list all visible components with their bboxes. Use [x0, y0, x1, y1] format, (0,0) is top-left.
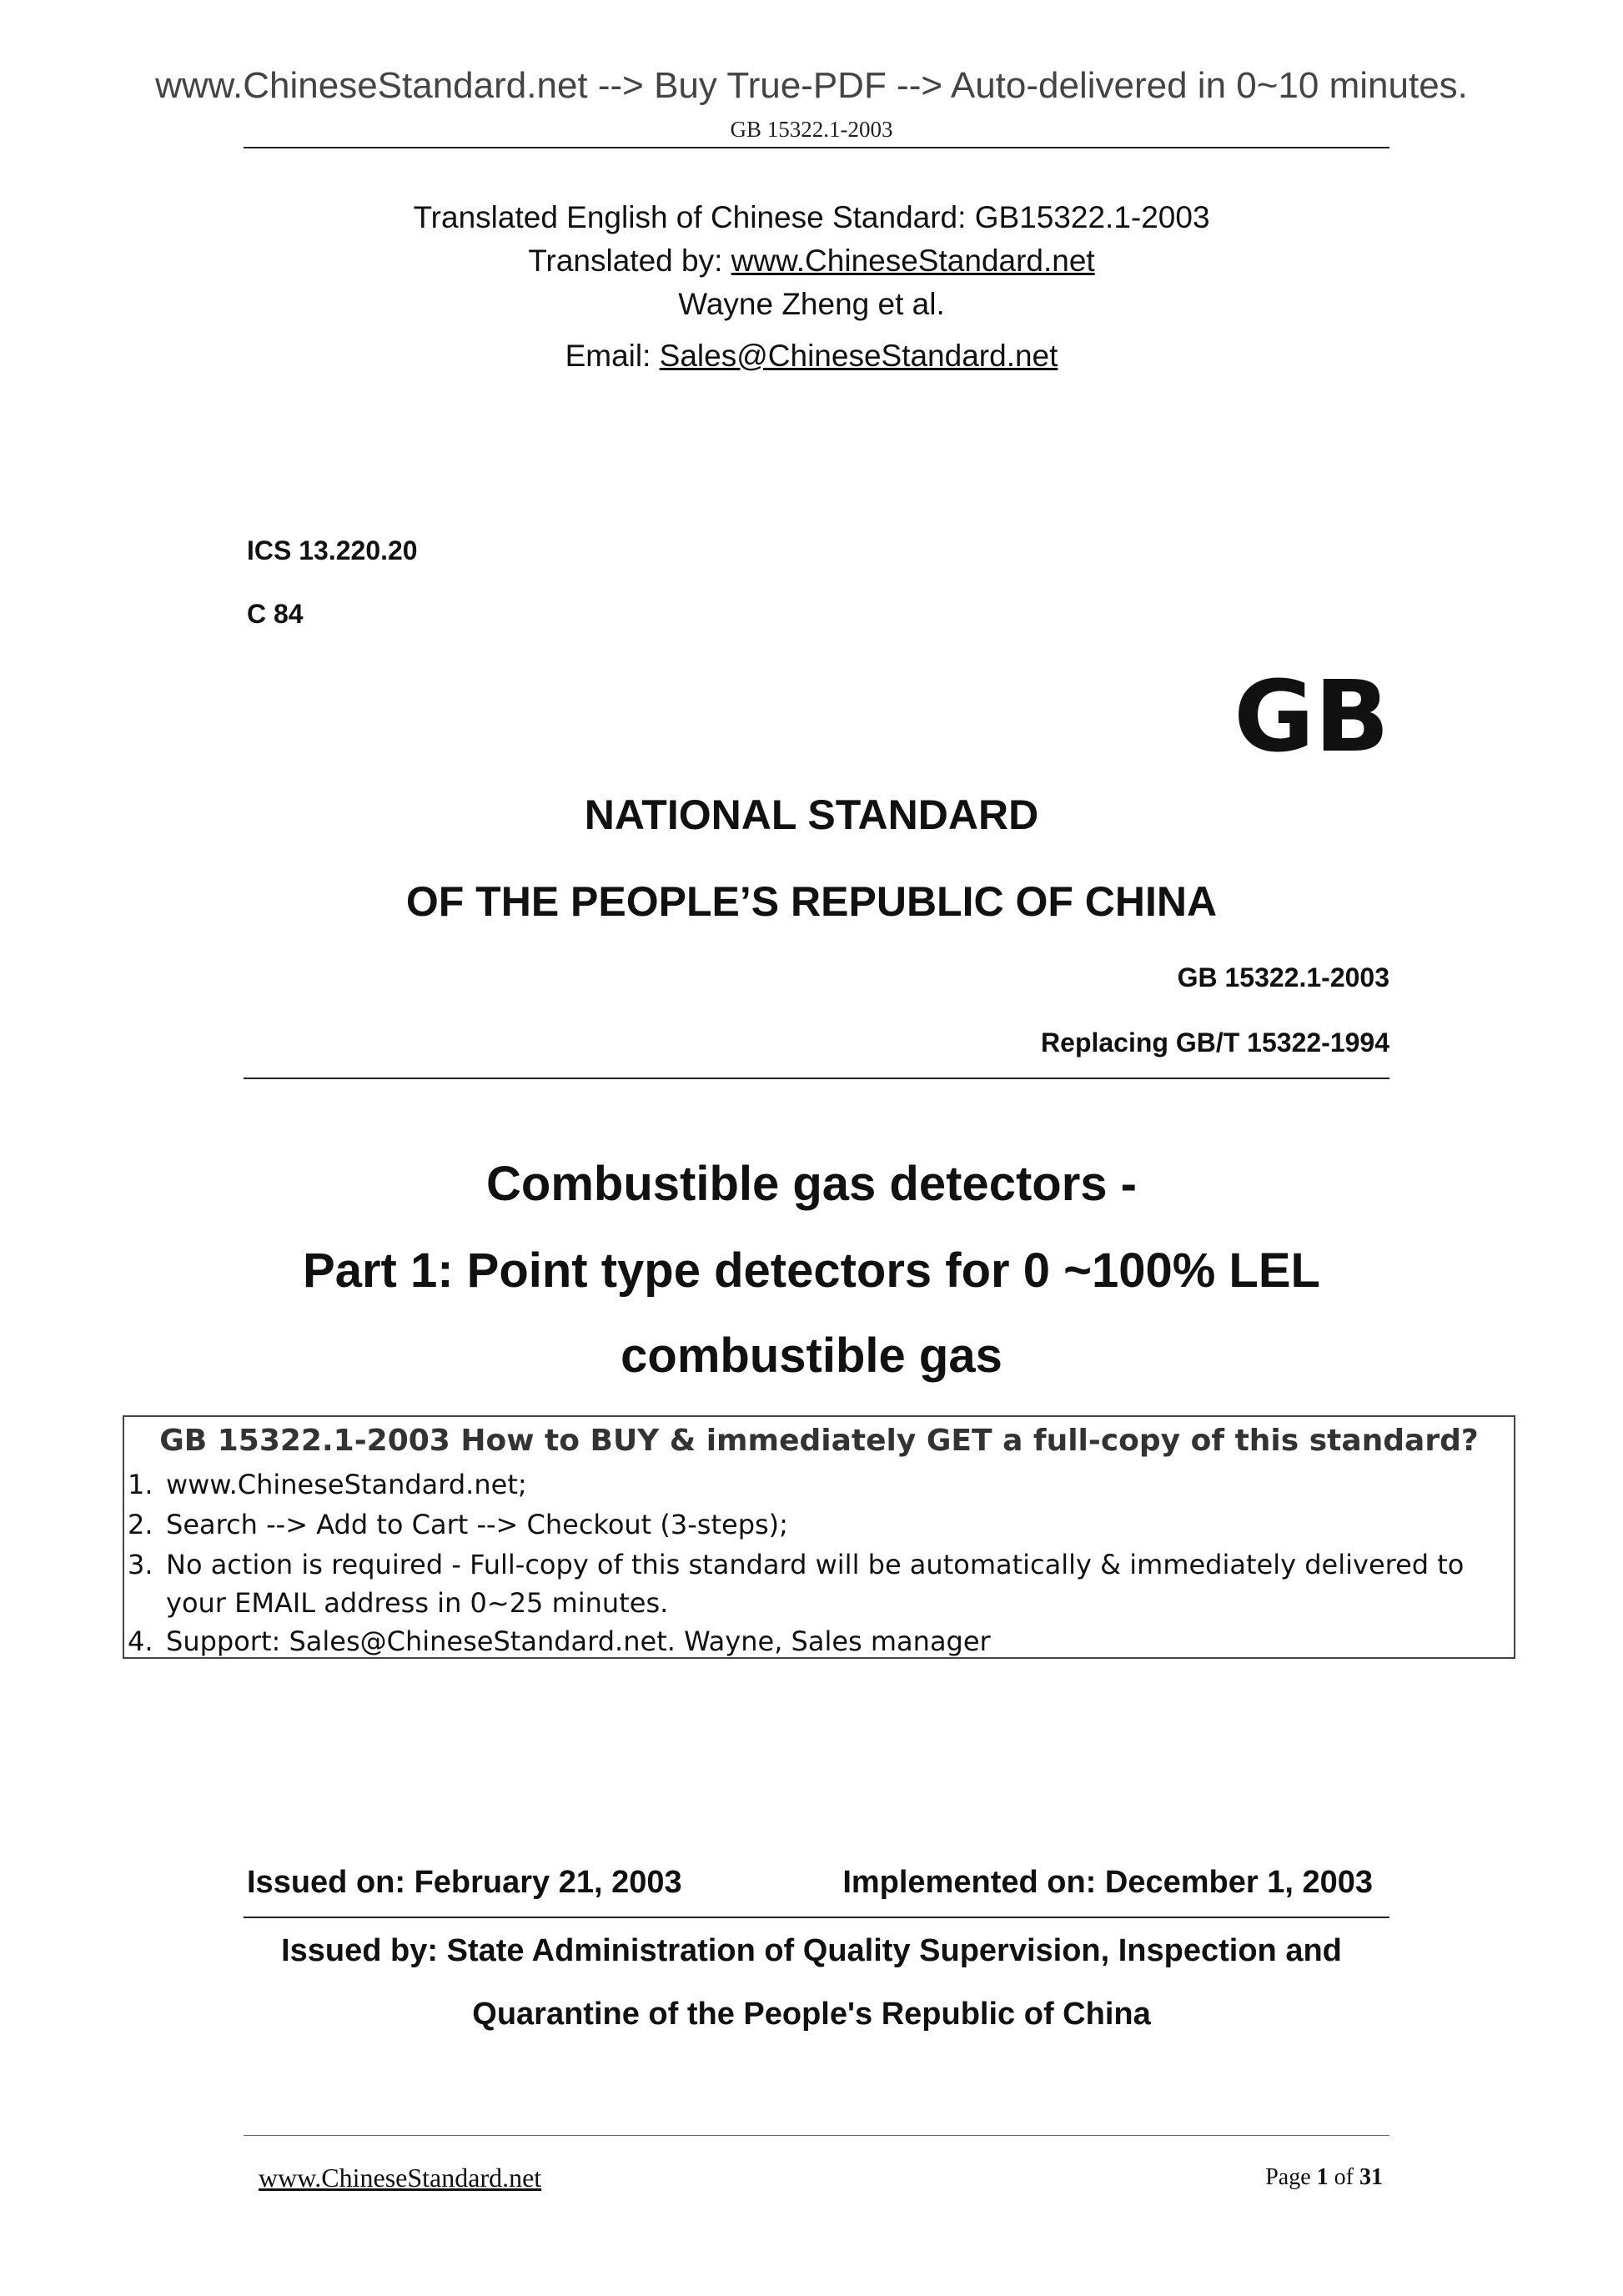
- standard-rule: [244, 1078, 1389, 1079]
- ics-code: ICS 13.220.20: [247, 535, 418, 565]
- buy-box-item: 4. Support: Sales@ChineseStandard.net. Wayne, Sales manager: [128, 1625, 991, 1657]
- title-line1: Combustible gas detectors -: [486, 1157, 1137, 1211]
- replacing-code: Replacing GB/T 15322-1994: [1041, 1027, 1389, 1058]
- email-label: Email:: [565, 339, 660, 373]
- page-indicator: Page 1 of 31: [1265, 2164, 1383, 2190]
- issued-by-line1: Issued by: State Administration of Quality Supervision, Inspection and: [281, 1933, 1342, 1968]
- translator-site-link[interactable]: www.ChineseStandard.net: [731, 244, 1095, 278]
- gb-mark: GB: [1234, 659, 1389, 774]
- buy-box-item: 1. www.ChineseStandard.net;: [128, 1469, 527, 1500]
- buy-box-item: 3. No action is required - Full-copy of this standard will be automatically & immediately delivered to: [128, 1549, 1465, 1580]
- footer-rule: [244, 2135, 1389, 2136]
- national-standard-line1: NATIONAL STANDARD: [584, 791, 1039, 838]
- translated-by-label: Translated by:: [528, 244, 731, 278]
- translated-by: [0, 244, 1623, 279]
- ccs-code: C 84: [247, 599, 304, 629]
- translator-name: Wayne Zheng et al.: [678, 287, 945, 321]
- national-standard-line2: OF THE PEOPLE’S REPUBLIC OF CHINA: [405, 878, 1218, 925]
- translation-line: Translated English of Chinese Standard: GB15322.1-2003: [413, 200, 1210, 234]
- title-line2: Part 1: Point type detectors for 0 ~100% LEL: [303, 1243, 1320, 1298]
- buy-info-box: [123, 1415, 1515, 1659]
- buy-box-heading: GB 15322.1-2003 How to BUY & immediately GET a full-copy of this standard?: [159, 1424, 1479, 1458]
- issued-date: Issued on: February 21, 2003: [247, 1865, 682, 1900]
- header-standard-code: GB 15322.1-2003: [730, 117, 893, 142]
- buy-box-item: your EMAIL address in 0~25 minutes.: [166, 1587, 669, 1619]
- header-rule: [244, 147, 1389, 148]
- standard-code: GB 15322.1-2003: [1177, 962, 1389, 992]
- top-banner: www.ChineseStandard.net --> Buy True-PDF --> Auto-delivered in 0~10 minutes.: [155, 65, 1468, 106]
- dates-rule: [244, 1917, 1389, 1918]
- email-line: [0, 339, 1623, 374]
- buy-box-item: 2. Search --> Add to Cart --> Checkout (3-steps);: [128, 1509, 788, 1540]
- implemented-date: Implemented on: December 1, 2003: [842, 1865, 1373, 1900]
- title-line3: combustible gas: [621, 1329, 1002, 1383]
- footer-site-link[interactable]: www.ChineseStandard.net: [259, 2163, 542, 2193]
- email-link[interactable]: Sales@ChineseStandard.net: [659, 339, 1058, 373]
- issued-by-line2: Quarantine of the People's Republic of China: [472, 1997, 1151, 2032]
